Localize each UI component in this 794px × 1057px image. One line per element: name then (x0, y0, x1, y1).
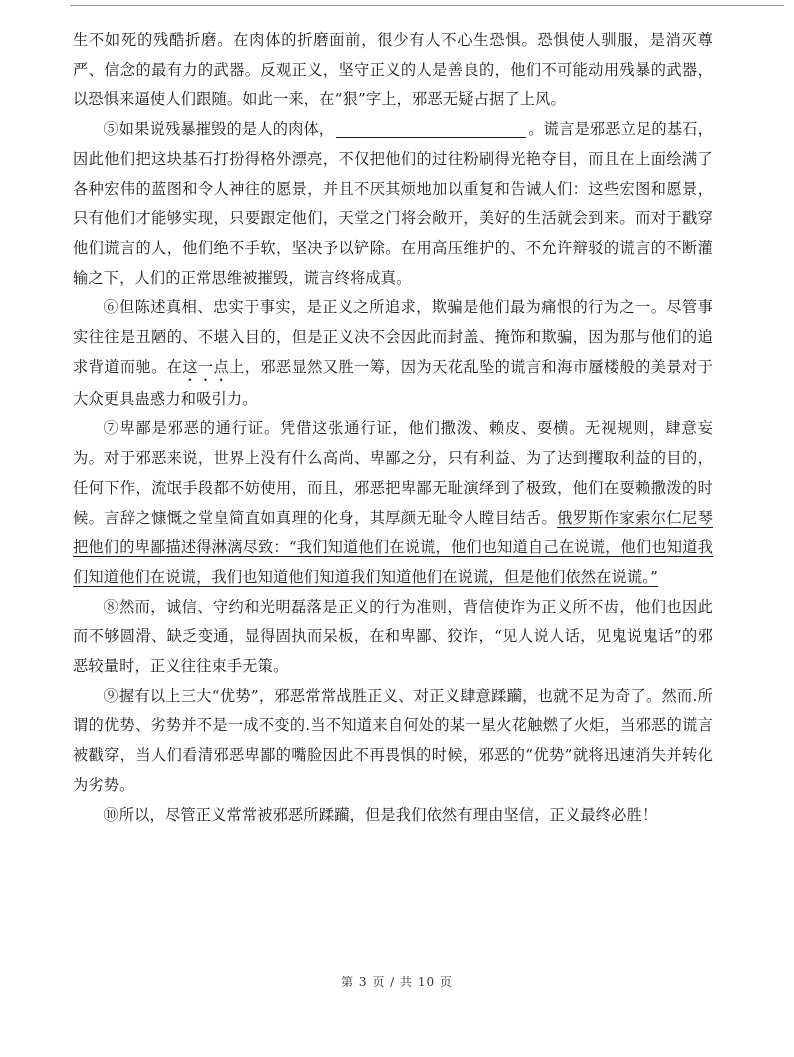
document-body (73, 26, 713, 830)
fill-in-blank (336, 119, 526, 138)
underlined-quote: 俄罗斯作家索尔仁尼琴把他们的卑鄙描述得淋漓尽致：“我们知道他们在说谎，他们也知道自己在说谎，他们也知道我们知道他们在说谎，我们也知道他们知道我们知道他们在说谎，但是他们依然在说谎。” (73, 508, 714, 586)
paragraph-5-before-blank: ⑤如果说残暴摧毁的是人的肉体， (103, 120, 335, 139)
paragraph-10: ⑩所以，尽管正义常常被邪恶所蹂躏，但是我们依然有理由坚信，正义最终必胜！ (103, 805, 658, 824)
paragraph-5-after-blank: 。谎言是邪恶立足的基石，因此他们把这块基石打扮得格外漂亮，不仅把他们的过往粉刷得光艳夺目，而且在上面绘满了各种宏伟的蓝图和令人神往的愿景，并且不厌其烦地加以重复和告诫人们：这些宏图和愿景，只有他们才能够实现，只要跟定他们，天堂之门将会敞开，美好的生活就会到来。而对于戳穿他们谎言的人，他们绝不手软，坚决予以铲除。在用高压维护的、不允许辩驳的谎言的不断灌输之下，人们的正常思维被摧毁，谎言终将成真。 (73, 120, 713, 287)
paragraph-6-part-1: ⑥但陈述真相、忠实于事实，是正义之所追求，欺骗是他们最为痛恨的行为之一。尽管事实往往是丑陋的、不堪入目的，但是正义决不会因此而封盖、掩饰和欺骗，因为那与他们的追求背道而驰。在 (73, 298, 713, 376)
paragraph-8: ⑧然而，诚信、守约和光明磊落是正义的行为准则，背信使诈为正义所不齿，他们也因此而不够圆滑、缺乏变通，显得固执而呆板，在和卑鄙、狡诈，“见人说人话，见鬼说鬼话”的邪恶较量时，正义往往束手无策。 (73, 597, 713, 676)
paragraph-continuation: 生不如死的残酷折磨。在肉体的折磨面前，很少有人不心生恐惧。恐惧使人驯服，是消灭尊严、信念的最有力的武器。反观正义，坚守正义的人是善良的，他们不可能动用残暴的武器，以恐惧来逼使人们跟随。如此一来，在“狠”字上，邪恶无疑占据了上风。 (73, 31, 713, 109)
header-rule (70, 5, 784, 6)
paragraph-6 (73, 293, 713, 414)
paragraph-7-part-1: ⑦卑鄙是邪恶的通行证。凭借这张通行证，他们撒泼、赖皮、耍横。无视规则，肆意妄为。对于邪恶来说，世界上没有什么高尚、卑鄙之分，只有利益、为了达到攫取利益的目的，任何下作，流氓手段都不妨使用，而且，邪恶把卑鄙无耻演绎到了极致，他们在耍赖撒泼的时候。言辞之慷慨之堂皇简直如真理的化身，其厚颜无耻令人瞠目结舌。 (73, 419, 713, 527)
paragraph-5 (73, 115, 713, 293)
paragraph-6-part-2: 上，邪恶显然又胜一筹，因为天花乱坠的谎言和海市蜃楼般的美景对于大众更具蛊惑力和吸引力。 (73, 357, 714, 408)
page-number: 第 3 页 / 共 10 页 (341, 975, 453, 989)
emphasized-phrase: 这一点 (182, 357, 230, 376)
paragraph-9: ⑨握有以上三大“优势”，邪恶常常战胜正义、对正义肆意蹂躏，也就不足为奇了。然而.所谓的优势、劣势并不是一成不变的.当不知道来自何处的某一星火花触燃了火炬，当邪恶的谎言被戳穿，当人们看清邪恶卑鄙的嘴脸因此不再畏惧的时候，邪恶的“优势”就将迅速消失并转化为劣势。 (73, 686, 713, 794)
paragraph-7 (73, 414, 713, 592)
